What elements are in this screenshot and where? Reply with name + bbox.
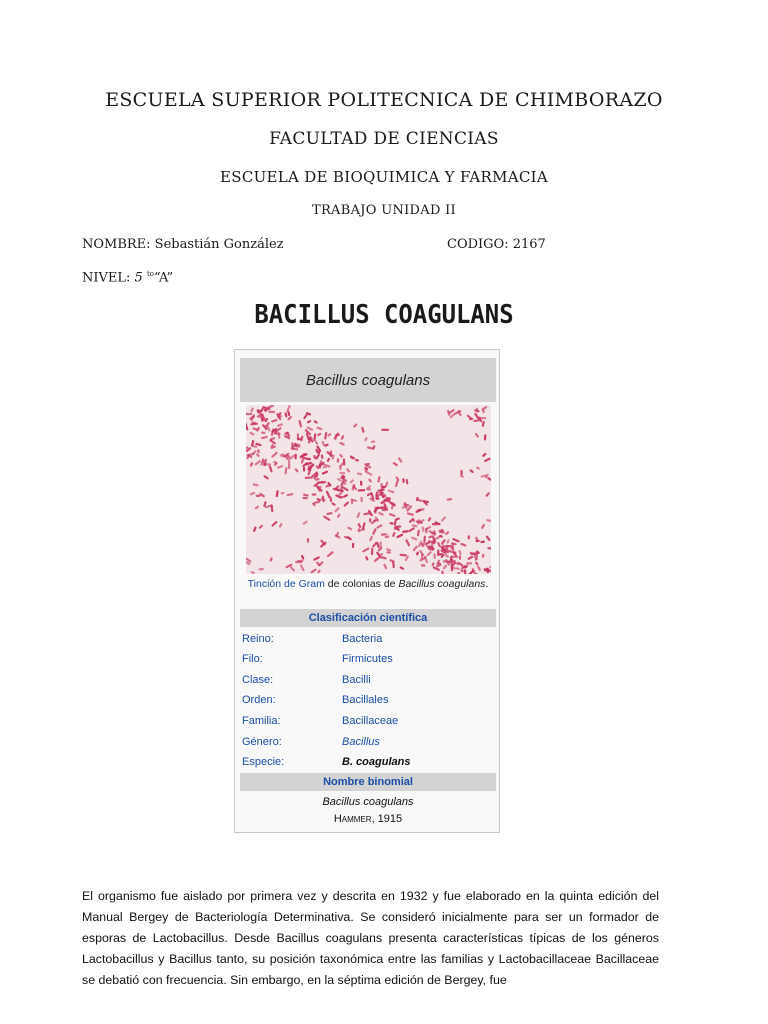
bacterial-cell bbox=[381, 429, 389, 431]
bacterial-cell bbox=[271, 419, 278, 423]
bacterial-cell bbox=[360, 481, 363, 486]
bacterial-cell bbox=[326, 490, 331, 498]
taxon-key: Especie: bbox=[242, 756, 285, 768]
bacterial-cell bbox=[339, 442, 345, 447]
bacterial-cell bbox=[468, 535, 470, 539]
bacterial-cell bbox=[271, 521, 278, 527]
bacterial-cell bbox=[460, 470, 462, 475]
bacterial-cell bbox=[360, 497, 363, 503]
bacterial-cell bbox=[421, 526, 424, 532]
bacterial-cell bbox=[388, 489, 395, 493]
bacterial-cell bbox=[271, 504, 274, 512]
bacterial-cell bbox=[437, 542, 441, 548]
bacterial-cell bbox=[269, 557, 273, 562]
bacterial-cell bbox=[405, 539, 410, 547]
bacterial-cell bbox=[473, 419, 480, 422]
taxon-value-link[interactable]: Firmicutes bbox=[342, 653, 393, 665]
bacterial-cell bbox=[340, 482, 343, 489]
bacterial-cell bbox=[294, 468, 299, 473]
bacterial-cell bbox=[300, 564, 305, 571]
bacterial-cell bbox=[362, 547, 370, 553]
bacterial-cell bbox=[433, 553, 436, 559]
bacterial-cell bbox=[246, 422, 249, 430]
taxon-row-genero bbox=[242, 733, 492, 751]
bacterial-cell bbox=[402, 478, 405, 483]
bacterial-cell bbox=[284, 412, 287, 417]
bacterial-cell bbox=[349, 479, 354, 484]
bacterial-cell bbox=[482, 554, 485, 558]
bacterial-cell bbox=[486, 519, 491, 522]
bacterial-cell bbox=[256, 453, 260, 457]
bacterial-cell bbox=[305, 476, 313, 479]
bacterial-cell bbox=[268, 411, 275, 414]
bacterial-cell bbox=[326, 457, 330, 462]
bacterial-cell bbox=[437, 549, 439, 556]
bacterial-cell bbox=[446, 498, 452, 501]
bacterial-cell bbox=[258, 568, 264, 571]
bacterial-cell bbox=[426, 551, 432, 557]
bacterial-cell bbox=[339, 453, 343, 458]
taxon-row-filo bbox=[242, 650, 492, 668]
bacterial-cell bbox=[357, 523, 361, 529]
taxon-key: Orden: bbox=[242, 694, 276, 706]
bacterial-cell bbox=[475, 433, 480, 439]
bacterial-cell bbox=[298, 420, 302, 428]
bacterial-cell bbox=[369, 536, 373, 542]
bacterial-cell bbox=[381, 556, 387, 560]
bacterial-cell bbox=[323, 515, 331, 521]
bacterial-cell bbox=[303, 493, 309, 497]
bacterial-cell bbox=[251, 571, 256, 574]
bacterial-cell bbox=[372, 528, 377, 535]
bacterial-cell bbox=[489, 566, 491, 569]
bacterial-cell bbox=[253, 483, 259, 486]
bacterial-cell bbox=[386, 551, 391, 554]
bacterial-cell bbox=[301, 555, 305, 560]
bacterial-cell bbox=[446, 539, 450, 544]
bacterial-cell bbox=[330, 450, 332, 457]
bacterial-cell bbox=[364, 437, 368, 442]
bacterial-cell bbox=[368, 478, 372, 483]
bacterial-cell bbox=[431, 562, 434, 567]
bacterial-cell bbox=[249, 432, 255, 436]
bacterial-cell bbox=[407, 512, 415, 516]
taxon-key: Reino: bbox=[242, 633, 274, 645]
bacterial-cell bbox=[484, 457, 491, 462]
bacterial-cell bbox=[327, 433, 332, 438]
bacterial-cell bbox=[412, 545, 418, 552]
bacterial-cell bbox=[316, 426, 322, 430]
bacterial-cell bbox=[317, 433, 322, 437]
bacterial-cell bbox=[321, 441, 325, 447]
student-code: CODIGO: 2167 bbox=[447, 237, 546, 252]
bacterial-cell bbox=[469, 469, 474, 474]
bacterial-cell bbox=[355, 459, 360, 462]
bacterial-cell bbox=[357, 472, 363, 475]
bacterial-cell bbox=[411, 536, 418, 540]
level-number: 5 bbox=[134, 270, 143, 286]
student-level bbox=[82, 270, 173, 285]
bacterial-cell bbox=[326, 512, 333, 515]
bacterial-cell bbox=[287, 416, 292, 421]
bacterial-cell bbox=[485, 535, 490, 541]
bacterial-cell bbox=[339, 472, 345, 475]
taxon-row-especie bbox=[242, 753, 492, 771]
bacterial-cell bbox=[396, 533, 404, 538]
bacterial-cell bbox=[445, 531, 450, 536]
bacterial-cell bbox=[482, 452, 487, 457]
taxon-row-reino bbox=[242, 630, 492, 648]
bacterial-cell bbox=[452, 567, 460, 570]
caption-species: Bacillus coagulans bbox=[398, 578, 486, 590]
bacterial-cell bbox=[377, 476, 381, 483]
bacterial-cell bbox=[303, 467, 305, 472]
bacterial-cell bbox=[295, 561, 302, 563]
bacterial-cell bbox=[452, 538, 460, 543]
bacterial-cell bbox=[383, 563, 388, 569]
caption-end: . bbox=[485, 578, 489, 590]
bacterial-cell bbox=[481, 524, 486, 530]
taxobox-title: Bacillus coagulans bbox=[240, 358, 496, 402]
bacterial-cell bbox=[290, 447, 298, 451]
bacterial-cell bbox=[421, 564, 426, 567]
bacterial-cell bbox=[249, 492, 255, 496]
bacterial-cell bbox=[399, 566, 404, 570]
bacterial-cell bbox=[250, 407, 254, 413]
student-name: NOMBRE: Sebastián González bbox=[82, 237, 284, 252]
bacterial-cell bbox=[442, 564, 447, 570]
bacterial-cell bbox=[484, 434, 487, 440]
bacterial-cell bbox=[256, 495, 261, 497]
bacterial-cell bbox=[411, 524, 417, 528]
image-caption bbox=[245, 576, 491, 592]
bacterial-cell bbox=[337, 513, 341, 518]
bacterial-cell bbox=[369, 518, 371, 522]
bacterial-cell bbox=[439, 553, 443, 555]
bacterial-cell bbox=[321, 454, 324, 459]
assignment-title: TRABAJO UNIDAD II bbox=[312, 203, 456, 218]
bacterial-cell bbox=[395, 480, 399, 487]
bacterial-cell bbox=[307, 420, 312, 424]
bacterial-cell bbox=[307, 538, 310, 543]
bacterial-cell bbox=[356, 512, 360, 518]
bacterial-cell bbox=[433, 530, 436, 536]
bacterial-cell bbox=[378, 512, 384, 516]
bacterial-cell bbox=[441, 571, 443, 574]
level-group: “A” bbox=[154, 270, 174, 286]
bacterial-cell bbox=[322, 466, 326, 468]
bacterial-cell bbox=[295, 454, 297, 460]
document-title: BACILLUS COAGULANS bbox=[254, 300, 514, 330]
micrograph-illustration bbox=[246, 405, 491, 574]
bacterial-cell bbox=[280, 492, 284, 495]
taxobox bbox=[234, 349, 500, 833]
bacterial-cell bbox=[277, 465, 284, 469]
taxon-key: Género: bbox=[242, 736, 282, 748]
bacterial-cell bbox=[463, 565, 468, 568]
bacterial-cell bbox=[406, 479, 409, 485]
gram-stain-link[interactable]: Tinción de Gram bbox=[247, 578, 325, 590]
classification-header: Clasificación científica bbox=[240, 609, 496, 627]
bacterial-cell bbox=[376, 524, 383, 529]
bacterial-cell bbox=[312, 493, 317, 495]
level-ordinal: to bbox=[146, 270, 154, 278]
bacterial-cell bbox=[485, 492, 490, 497]
taxon-row-clase bbox=[242, 671, 492, 689]
taxon-key: Clase: bbox=[242, 674, 274, 686]
bacterial-cell bbox=[374, 556, 380, 562]
taxon-value-link[interactable]: Bacteria bbox=[342, 633, 383, 645]
bacterial-cell bbox=[313, 420, 318, 424]
bacterial-cell bbox=[288, 462, 290, 469]
bacterial-cell bbox=[276, 490, 279, 497]
bacterial-cell bbox=[466, 562, 472, 564]
institution-title: ESCUELA SUPERIOR POLITECNICA DE CHIMBORAZO bbox=[105, 89, 663, 111]
binomial-header: Nombre binomial bbox=[240, 773, 496, 791]
bacterial-cell bbox=[346, 468, 351, 473]
school-title: ESCUELA DE BIOQUIMICA Y FARMACIA bbox=[220, 168, 548, 186]
bacterial-cell bbox=[424, 526, 431, 531]
caption-text: de colonias de bbox=[324, 578, 399, 590]
bacterial-cell bbox=[475, 561, 479, 565]
taxon-key: Familia: bbox=[242, 715, 281, 727]
taxon-value-link[interactable]: Bacillaceae bbox=[342, 715, 399, 727]
bacterial-cell bbox=[313, 556, 320, 561]
bacterial-cell bbox=[261, 436, 268, 440]
bacterial-cell bbox=[313, 501, 320, 505]
bacterial-cell bbox=[441, 516, 447, 522]
bacterial-cell bbox=[399, 554, 407, 557]
bacterial-cell bbox=[314, 440, 318, 445]
bacterial-cell bbox=[258, 524, 263, 529]
taxon-key: Filo: bbox=[242, 653, 263, 665]
bacterial-cell bbox=[365, 556, 369, 561]
bacterial-cell bbox=[278, 523, 282, 528]
taxon-value-link[interactable]: Bacillus bbox=[342, 736, 380, 748]
bacterial-cell bbox=[464, 569, 466, 574]
bacterial-cell bbox=[445, 554, 450, 558]
bacterial-cell bbox=[487, 547, 491, 550]
bacterial-cell bbox=[371, 440, 376, 443]
bacterial-cell bbox=[427, 517, 431, 522]
bacterial-cell bbox=[391, 504, 394, 510]
bacterial-cell bbox=[278, 432, 281, 439]
bacterial-cell bbox=[256, 409, 259, 414]
bacterial-cell bbox=[416, 551, 419, 556]
bacterial-cell bbox=[344, 536, 351, 540]
bacterial-cell bbox=[477, 565, 482, 571]
bacterial-cell bbox=[290, 566, 296, 572]
bacterial-cell bbox=[385, 535, 390, 538]
bacterial-cell bbox=[423, 536, 426, 542]
bacterial-cell bbox=[310, 568, 317, 574]
bacterial-cell bbox=[408, 527, 415, 533]
bacterial-cell bbox=[302, 520, 308, 525]
bacterial-cell bbox=[257, 449, 260, 453]
bacterial-cell bbox=[324, 432, 327, 440]
body-paragraph: El organismo fue aislado por primera vez y descrita en 1932 y fue elaborado en la quinta edición del Manual Bergey de Bacteriología Determinativa. Se consideró inicialmente para ser un formador de esporas de Lactobacillus. Desde Bacillus coagulans presenta características típicas de los géneros Lactobacillus y Bacillus tanto, su posición taxonómica entre las familias y Lactobacillaceae Bacillaceae se debatió con frecuencia. Sin embargo, en la séptima edición de Bergey, fue bbox=[82, 889, 659, 987]
taxon-value-link[interactable]: Bacilli bbox=[342, 674, 371, 686]
bacterial-cell bbox=[254, 505, 259, 510]
bacterial-cell bbox=[254, 460, 261, 466]
bacterial-cell bbox=[325, 484, 331, 488]
bacterial-cell bbox=[347, 526, 352, 530]
bacterial-cell bbox=[302, 497, 308, 499]
taxon-row-familia bbox=[242, 712, 492, 730]
bacterial-cell bbox=[247, 413, 253, 416]
bacterial-cell bbox=[269, 465, 273, 473]
bacterial-cell bbox=[357, 528, 360, 533]
bacterial-cell bbox=[340, 435, 344, 440]
bacterial-cell bbox=[361, 427, 365, 433]
bacterial-cell bbox=[380, 483, 383, 489]
bacterial-cell bbox=[253, 526, 257, 532]
bacterial-cell bbox=[386, 548, 392, 552]
bacterial-cell bbox=[357, 489, 365, 492]
taxon-value-species: B. coagulans bbox=[342, 756, 411, 768]
bacterial-cell bbox=[271, 451, 278, 458]
bacterial-cell bbox=[459, 555, 462, 560]
taxon-row-orden bbox=[242, 691, 492, 709]
bacterial-cell bbox=[467, 555, 473, 560]
bacterial-cell bbox=[352, 543, 354, 548]
bacterial-cell bbox=[392, 462, 398, 467]
bacterial-cell bbox=[284, 467, 287, 475]
bacterial-cell bbox=[417, 530, 420, 537]
bacterial-cell bbox=[364, 463, 370, 466]
bacterial-cell bbox=[337, 458, 339, 463]
bacterial-cell bbox=[334, 507, 340, 513]
bacterial-cell bbox=[261, 431, 266, 434]
faculty-title: FACULTAD DE CIENCIAS bbox=[269, 129, 499, 149]
bacterial-cell bbox=[343, 501, 349, 507]
bacterial-cell bbox=[480, 541, 485, 544]
bacterial-cell bbox=[277, 423, 283, 427]
bacterial-cell bbox=[371, 548, 374, 555]
bacterial-cell bbox=[460, 543, 467, 547]
bacterial-cell bbox=[316, 471, 318, 477]
bacterial-cell bbox=[375, 497, 379, 500]
bacterial-cell bbox=[392, 532, 396, 538]
bacterial-cell bbox=[487, 477, 491, 482]
bacterial-cell bbox=[402, 530, 409, 533]
bacterial-cell bbox=[389, 522, 393, 525]
bacterial-cell bbox=[317, 569, 321, 574]
bacterial-cell bbox=[331, 502, 336, 506]
bacterial-cell bbox=[353, 423, 358, 428]
bacterial-cell bbox=[286, 493, 293, 497]
bacterial-cell bbox=[320, 481, 326, 484]
taxon-value-link[interactable]: Bacillales bbox=[342, 694, 389, 706]
bacterial-cell bbox=[263, 475, 269, 480]
bacterial-cell bbox=[381, 533, 387, 536]
bacterial-cell bbox=[321, 470, 328, 475]
bacterial-cell bbox=[326, 551, 334, 558]
bacterial-cell bbox=[398, 457, 403, 463]
bacterial-cell bbox=[313, 433, 316, 441]
bacterial-cell bbox=[380, 541, 382, 547]
bacterial-cell bbox=[395, 517, 400, 520]
bacterial-cell bbox=[250, 462, 254, 467]
bacterial-cell bbox=[474, 413, 480, 420]
gram-stain-micrograph bbox=[246, 405, 491, 574]
bacterial-cell bbox=[389, 513, 396, 517]
bacterial-cell bbox=[307, 458, 311, 460]
level-label: NIVEL: bbox=[82, 270, 135, 286]
bacterial-cell bbox=[441, 539, 447, 545]
bacterial-cell bbox=[318, 450, 321, 455]
bacterial-cell bbox=[476, 466, 481, 470]
binomial-name: Bacillus coagulans bbox=[322, 796, 414, 808]
binomial-author: Hammer, 1915 bbox=[333, 813, 403, 825]
bacterial-cell bbox=[458, 550, 462, 556]
